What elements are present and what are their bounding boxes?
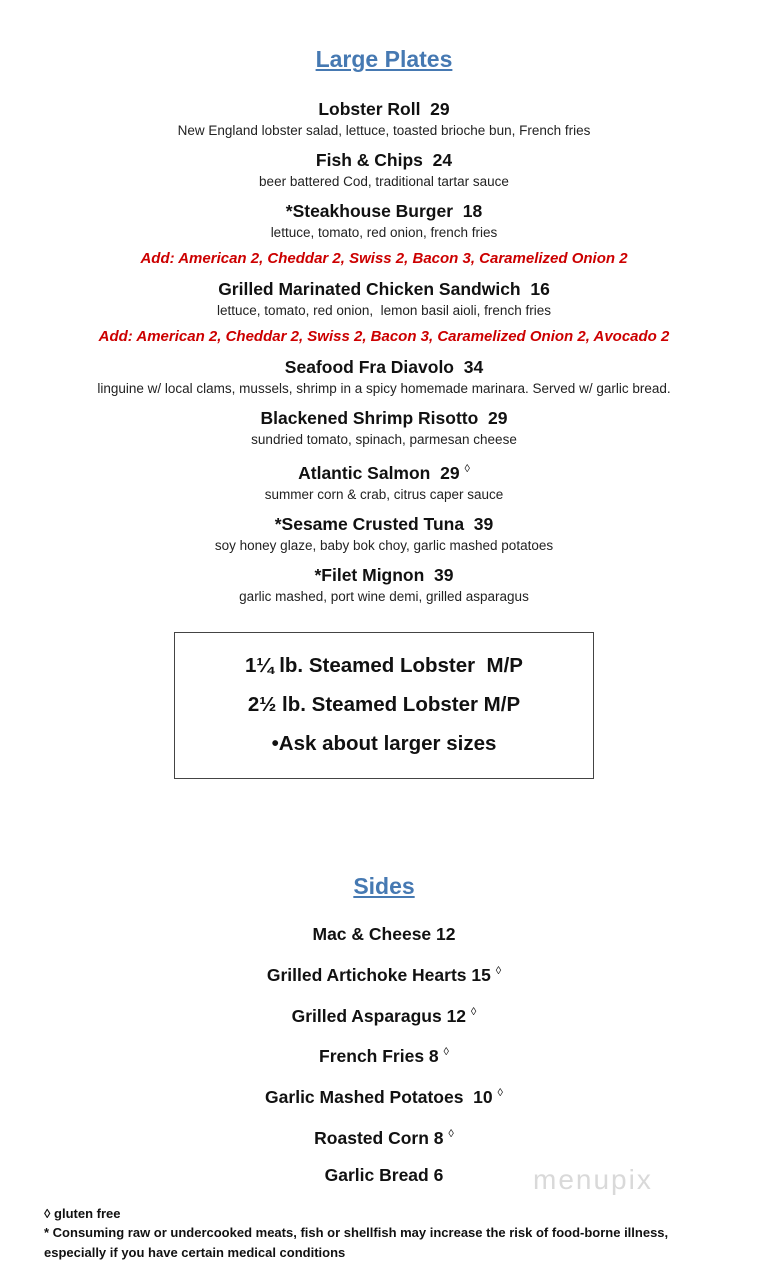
item-name-text: Garlic Mashed Potatoes 10 bbox=[265, 1087, 493, 1108]
item-name bbox=[0, 459, 768, 484]
side-item-garlic-bread: Garlic Bread 6 bbox=[324, 1164, 444, 1185]
side-item-roasted-corn bbox=[0, 1124, 768, 1149]
item-desc: lettuce, tomato, red onion, lemon basil aioli, french fries bbox=[217, 303, 551, 318]
item-desc: beer battered Cod, traditional tartar sauce bbox=[259, 174, 509, 189]
gluten-free-icon: ◊ bbox=[470, 1005, 477, 1018]
item-name-text: Roasted Corn 8 bbox=[314, 1127, 444, 1148]
item-name-text: Grilled Asparagus 12 bbox=[291, 1005, 467, 1026]
item-name: *Filet Mignon 39 bbox=[314, 564, 454, 585]
item-name: *Sesame Crusted Tuna 39 bbox=[274, 513, 494, 534]
side-item-grilled-asparagus bbox=[0, 1002, 768, 1027]
steamed-lobster-box bbox=[174, 632, 594, 779]
menu-item-sesame-tuna bbox=[0, 514, 768, 554]
lobster-box-line: •Ask about larger sizes bbox=[271, 731, 497, 755]
item-name: Blackened Shrimp Risotto 29 bbox=[260, 408, 508, 428]
menu-item-chicken-sandwich bbox=[0, 279, 768, 346]
item-desc: soy honey glaze, baby bok choy, garlic mashed potatoes bbox=[214, 537, 554, 553]
add-ons-line: Add: American 2, Cheddar 2, Swiss 2, Bacon 3, Caramelized Onion 2 bbox=[140, 250, 628, 267]
raw-food-warning-line2: especially if you have certain medical conditions bbox=[44, 1244, 346, 1260]
large-plates-heading: Large Plates bbox=[315, 46, 453, 72]
sides-section bbox=[0, 873, 768, 1186]
side-item-garlic-mashed bbox=[0, 1083, 768, 1108]
gluten-free-icon: ◊ bbox=[448, 1128, 454, 1141]
item-name-text: French Fries 8 bbox=[319, 1046, 439, 1067]
item-name: *Steakhouse Burger 18 bbox=[285, 201, 483, 221]
item-desc: New England lobster salad, lettuce, toasted brioche bun, French fries bbox=[177, 123, 591, 138]
add-ons-line: Add: American 2, Cheddar 2, Swiss 2, Bacon 3, Caramelized Onion 2, Avocado 2 bbox=[98, 328, 670, 345]
menu-item-steakhouse-burger bbox=[0, 201, 768, 268]
menu-item-filet-mignon bbox=[0, 565, 768, 605]
lobster-box-line: 2½ lb. Steamed Lobster M/P bbox=[247, 692, 521, 716]
menu-item-fish-chips bbox=[0, 150, 768, 190]
footnotes bbox=[0, 1202, 768, 1263]
item-name: Lobster Roll 29 bbox=[318, 99, 450, 119]
gluten-free-icon: ◊ bbox=[464, 463, 470, 475]
item-desc: linguine w/ local clams, mussels, shrimp in a spicy homemade marinara. Served w/ garlic bread. bbox=[97, 381, 671, 396]
side-item-french-fries bbox=[0, 1042, 768, 1067]
item-desc: lettuce, tomato, red onion, french fries bbox=[270, 225, 498, 240]
large-plates-section bbox=[0, 46, 768, 779]
item-desc: summer corn & crab, citrus caper sauce bbox=[264, 486, 504, 502]
gluten-free-footnote: ◊ gluten free bbox=[44, 1205, 121, 1221]
item-name: Fish & Chips 24 bbox=[315, 150, 453, 170]
gluten-free-icon: ◊ bbox=[497, 1087, 503, 1100]
side-item-artichoke-hearts bbox=[0, 961, 768, 986]
item-name: Seafood Fra Diavolo 34 bbox=[284, 357, 484, 377]
item-desc: sundried tomato, spinach, parmesan cheese bbox=[251, 432, 517, 447]
raw-food-warning-line1: * Consuming raw or undercooked meats, fish or shellfish may increase the risk of food-borne illness, bbox=[44, 1225, 669, 1241]
menu-item-shrimp-risotto bbox=[0, 408, 768, 448]
menu-item-seafood-fra-diavolo bbox=[0, 357, 768, 397]
gluten-free-icon: ◊ bbox=[495, 964, 502, 977]
menu-item-lobster-roll bbox=[0, 99, 768, 139]
menu-item-atlantic-salmon bbox=[0, 459, 768, 503]
menupix-watermark: menupix bbox=[533, 1164, 653, 1195]
item-name: Grilled Marinated Chicken Sandwich 16 bbox=[218, 279, 550, 299]
item-name-text: Atlantic Salmon 29 bbox=[298, 462, 460, 483]
item-desc: garlic mashed, port wine demi, grilled asparagus bbox=[239, 588, 529, 604]
sides-heading: Sides bbox=[353, 872, 415, 899]
gluten-free-icon: ◊ bbox=[443, 1046, 449, 1059]
lobster-box-line: 1¼ lb. Steamed Lobster M/P bbox=[245, 653, 523, 677]
item-name-text: Grilled Artichoke Hearts 15 bbox=[266, 964, 491, 985]
side-item-mac-cheese: Mac & Cheese 12 bbox=[312, 923, 456, 944]
